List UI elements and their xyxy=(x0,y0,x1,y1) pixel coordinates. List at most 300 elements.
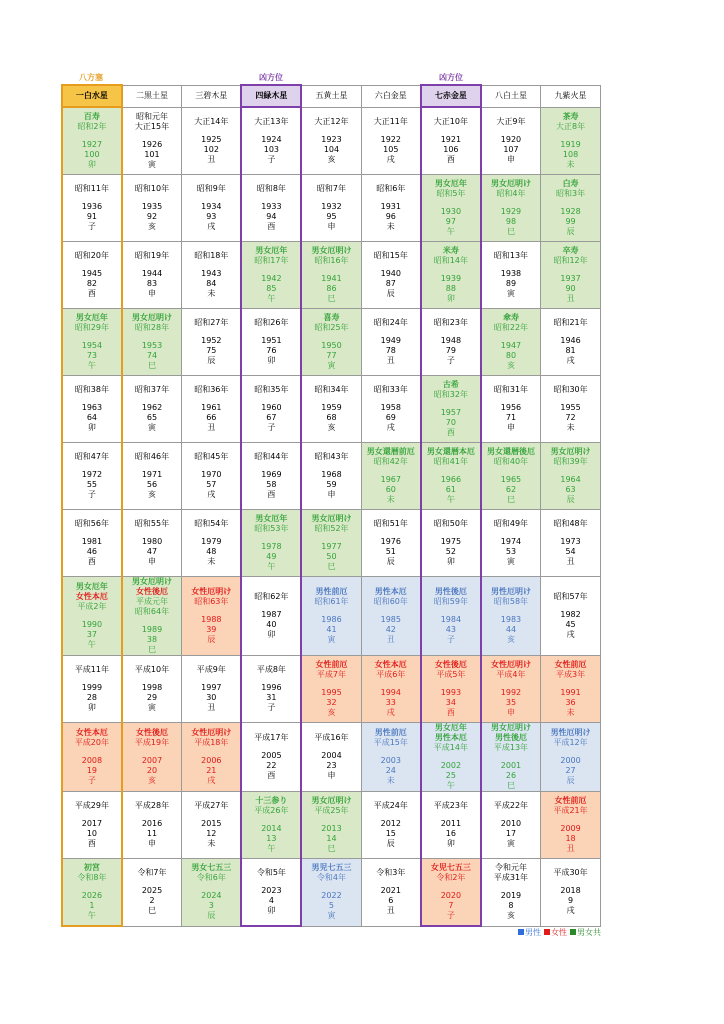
zodiac-sign: 子 xyxy=(87,490,96,499)
table-row xyxy=(62,175,601,242)
star-header-row xyxy=(62,85,601,107)
age-value: 72 xyxy=(565,413,576,422)
age-value: 38 xyxy=(146,635,158,644)
zodiac-sign: 未 xyxy=(566,159,575,169)
western-year: 1988 xyxy=(201,615,222,624)
zodiac-sign: 丑 xyxy=(207,154,216,164)
western-year: 2015 xyxy=(201,819,222,828)
zodiac-sign: 未 xyxy=(386,495,395,504)
age-value: 69 xyxy=(385,413,396,422)
year-cell xyxy=(122,656,182,723)
year-cell xyxy=(421,859,481,927)
event-label: 男女厄明け xyxy=(311,796,352,805)
western-year: 1990 xyxy=(81,620,103,629)
western-year: 1966 xyxy=(440,475,462,484)
age-value: 28 xyxy=(86,693,97,702)
age-value: 14 xyxy=(326,834,337,843)
year-cell xyxy=(241,443,301,510)
western-year: 1946 xyxy=(560,336,581,345)
age-value: 80 xyxy=(505,351,517,360)
zodiac-sign: 午 xyxy=(446,781,455,790)
direction-label: 凶方位 xyxy=(439,73,463,82)
year-cell xyxy=(62,859,122,927)
western-year: 2017 xyxy=(81,819,103,828)
event-label: 米寿 xyxy=(442,246,459,255)
western-year: 1981 xyxy=(81,537,103,546)
era-year: 昭和8年 xyxy=(256,184,286,193)
age-value: 55 xyxy=(86,480,97,489)
age-value: 75 xyxy=(206,346,217,355)
zodiac-sign: 酉 xyxy=(446,428,455,437)
age-value: 1 xyxy=(89,901,95,910)
event-label: 男女厄年 xyxy=(255,514,288,523)
star-header: 二黒土星 xyxy=(122,85,182,107)
western-year: 1963 xyxy=(81,403,103,412)
year-cell xyxy=(301,107,361,175)
zodiac-sign: 辰 xyxy=(566,495,575,504)
zodiac-sign: 巳 xyxy=(147,645,156,654)
western-year: 1973 xyxy=(560,537,581,546)
zodiac-sign: 戌 xyxy=(566,630,575,639)
zodiac-sign: 午 xyxy=(267,844,276,853)
zodiac-sign: 丑 xyxy=(566,294,575,303)
age-value: 56 xyxy=(146,480,158,489)
western-year: 1999 xyxy=(81,683,103,692)
year-cell xyxy=(122,859,182,927)
zodiac-sign: 辰 xyxy=(386,839,395,848)
zodiac-sign: 巳 xyxy=(147,906,156,916)
zodiac-sign: 戌 xyxy=(207,490,216,499)
age-value: 105 xyxy=(383,144,399,154)
year-cell xyxy=(301,577,361,656)
era-year: 平成12年 xyxy=(553,738,588,747)
era-year: 令和6年 xyxy=(196,873,226,883)
era-year: 平成22年 xyxy=(493,801,529,810)
age-value: 79 xyxy=(445,346,456,355)
year-cell xyxy=(182,723,242,792)
western-year: 1978 xyxy=(261,542,282,551)
year-cell xyxy=(421,577,481,656)
western-year: 2011 xyxy=(440,819,462,828)
event-label: 男性後厄 xyxy=(434,587,467,596)
event-label: 喜寿 xyxy=(323,313,340,322)
star-header: 一白水星 xyxy=(62,85,122,107)
age-value: 74 xyxy=(146,351,158,360)
year-cell xyxy=(62,510,122,577)
year-cell xyxy=(62,443,122,510)
zodiac-sign: 未 xyxy=(386,776,395,785)
year-cell xyxy=(361,175,421,242)
year-cell xyxy=(421,792,481,859)
era-year: 昭和17年 xyxy=(254,256,289,265)
era-year: 昭和42年 xyxy=(373,457,408,466)
year-cell xyxy=(421,107,481,175)
western-year: 2006 xyxy=(201,756,222,765)
year-cell xyxy=(301,723,361,792)
age-value: 45 xyxy=(565,620,576,629)
zodiac-sign: 亥 xyxy=(506,635,515,644)
age-value: 31 xyxy=(266,693,277,702)
era-year: 大正9年 xyxy=(496,116,526,126)
year-cell xyxy=(62,107,122,175)
era-year: 令和3年 xyxy=(376,868,406,878)
event-label: 男女還暦後厄 xyxy=(486,447,535,456)
western-year: 1969 xyxy=(261,470,282,479)
era-year: 昭和4年 xyxy=(496,189,526,198)
western-year: 1926 xyxy=(141,139,163,149)
year-cell xyxy=(241,577,301,656)
era-year: 昭和12年 xyxy=(553,256,588,265)
year-cell xyxy=(182,510,242,577)
event-label: 男性本厄 xyxy=(434,733,467,742)
year-cell xyxy=(541,376,601,443)
age-value: 85 xyxy=(266,284,277,293)
western-year: 1920 xyxy=(500,134,522,144)
year-cell xyxy=(541,656,601,723)
year-cell xyxy=(541,577,601,656)
western-year: 2005 xyxy=(261,751,282,760)
era-year: 昭和31年 xyxy=(493,385,529,394)
era-year: 令和5年 xyxy=(256,868,286,877)
age-value: 76 xyxy=(266,346,277,355)
year-cell xyxy=(481,376,541,443)
era-year: 平成2年 xyxy=(77,602,107,611)
star-header: 六白金星 xyxy=(361,85,421,107)
era-year: 平成18年 xyxy=(194,738,229,747)
event-label: 男女厄年 xyxy=(75,582,108,591)
event-label: 卒寿 xyxy=(562,246,579,255)
era-year: 大正14年 xyxy=(194,116,229,126)
age-value: 104 xyxy=(323,144,340,154)
era-year: 昭和45年 xyxy=(194,452,229,461)
western-year: 1927 xyxy=(81,140,103,149)
age-value: 37 xyxy=(86,630,97,639)
western-year: 1987 xyxy=(261,610,282,619)
era-year: 昭和60年 xyxy=(373,597,408,606)
age-value: 40 xyxy=(266,620,277,629)
event-label: 男性厄明け xyxy=(550,728,591,737)
year-cell xyxy=(361,443,421,510)
age-value: 8 xyxy=(508,901,514,911)
age-value: 22 xyxy=(266,761,277,770)
age-value: 52 xyxy=(445,547,456,556)
era-year: 平成21年 xyxy=(553,806,588,815)
event-label: 女性厄明け xyxy=(191,728,232,737)
year-cell xyxy=(421,175,481,242)
age-value: 93 xyxy=(206,212,217,221)
event-label: 男女厄明け xyxy=(550,447,591,456)
age-value: 33 xyxy=(385,698,396,707)
legend-swatch xyxy=(544,929,550,935)
year-cell xyxy=(361,859,421,927)
age-value: 48 xyxy=(206,547,217,556)
western-year: 1936 xyxy=(81,202,103,211)
zodiac-sign: 子 xyxy=(87,776,96,785)
year-cell xyxy=(62,242,122,309)
era-year: 平成24年 xyxy=(373,801,408,810)
western-year: 1993 xyxy=(440,688,462,697)
era-year: 平成9年 xyxy=(196,665,226,674)
zodiac-sign: 寅 xyxy=(506,839,515,848)
zodiac-sign: 辰 xyxy=(566,776,575,785)
western-year: 2021 xyxy=(380,886,401,896)
year-cell xyxy=(361,792,421,859)
western-year: 1958 xyxy=(380,403,401,412)
age-value: 67 xyxy=(266,413,277,422)
zodiac-sign: 未 xyxy=(207,557,216,566)
year-cell xyxy=(421,309,481,376)
era-year: 平成31年 xyxy=(493,873,529,883)
year-cell xyxy=(62,792,122,859)
era-year: 昭和50年 xyxy=(433,519,468,528)
year-cell xyxy=(122,443,182,510)
year-cell xyxy=(122,792,182,859)
event-label: 男性本厄 xyxy=(374,587,407,596)
year-cell xyxy=(361,376,421,443)
era-year: 昭和5年 xyxy=(436,189,466,198)
year-cell xyxy=(481,792,541,859)
western-year: 1979 xyxy=(201,537,222,546)
age-value: 68 xyxy=(326,413,337,422)
age-value: 91 xyxy=(86,212,97,221)
year-cell xyxy=(481,723,541,792)
event-label: 男女厄明け xyxy=(490,179,531,188)
zodiac-sign: 亥 xyxy=(147,490,156,499)
star-header: 七赤金星 xyxy=(421,85,481,107)
western-year: 1961 xyxy=(201,403,222,412)
event-label: 女性後厄 xyxy=(135,587,168,596)
western-year: 1970 xyxy=(201,470,222,479)
event-label: 十三参り xyxy=(255,796,288,805)
era-year: 令和8年 xyxy=(77,873,107,882)
zodiac-sign: 亥 xyxy=(506,911,515,921)
era-year: 昭和元年 xyxy=(135,111,168,121)
event-label: 女性本厄 xyxy=(374,660,407,669)
table-row xyxy=(62,376,601,443)
zodiac-sign: 子 xyxy=(87,222,96,231)
year-cell xyxy=(481,859,541,927)
event-label: 女児七五三 xyxy=(430,863,471,872)
age-value: 4 xyxy=(268,896,274,905)
year-cell xyxy=(301,859,361,927)
era-year: 令和7年 xyxy=(137,868,167,878)
zodiac-sign: 未 xyxy=(207,289,216,298)
western-year: 1945 xyxy=(81,269,103,278)
western-year: 1997 xyxy=(201,683,222,692)
era-year: 昭和41年 xyxy=(433,457,468,466)
table-row xyxy=(62,510,601,577)
era-year: 平成5年 xyxy=(436,670,466,679)
era-year: 昭和58年 xyxy=(493,597,529,606)
age-value: 61 xyxy=(445,485,456,494)
year-cell xyxy=(182,242,242,309)
age-value: 50 xyxy=(326,552,337,561)
yakudoshi-chart xyxy=(61,72,601,941)
event-label: 男女厄明け xyxy=(490,723,531,732)
year-cell xyxy=(62,175,122,242)
year-cell xyxy=(421,376,481,443)
era-year: 昭和43年 xyxy=(314,452,349,461)
era-year: 平成25年 xyxy=(314,806,349,815)
western-year: 1952 xyxy=(201,336,222,345)
age-value: 32 xyxy=(326,698,337,707)
western-year: 2000 xyxy=(560,756,581,765)
event-label: 女性本厄 xyxy=(75,592,108,601)
year-cell xyxy=(301,510,361,577)
western-year: 2025 xyxy=(141,886,163,896)
zodiac-sign: 丑 xyxy=(386,356,395,365)
zodiac-sign: 子 xyxy=(267,423,276,432)
zodiac-sign: 亥 xyxy=(327,423,336,432)
zodiac-sign: 寅 xyxy=(147,159,156,169)
age-value: 35 xyxy=(505,698,517,707)
year-cell xyxy=(122,175,182,242)
western-year: 2026 xyxy=(81,891,103,900)
age-value: 103 xyxy=(263,145,280,154)
event-label: 男女厄明け xyxy=(131,577,172,586)
year-cell xyxy=(122,723,182,792)
event-label: 傘寿 xyxy=(502,313,519,322)
western-year: 1986 xyxy=(321,615,342,624)
age-value: 49 xyxy=(266,552,277,561)
zodiac-sign: 亥 xyxy=(327,708,336,717)
zodiac-sign: 卯 xyxy=(446,839,455,848)
year-cell xyxy=(361,656,421,723)
western-year: 1992 xyxy=(500,688,522,697)
year-cell xyxy=(481,656,541,723)
era-year: 昭和40年 xyxy=(493,457,529,466)
western-year: 1941 xyxy=(321,274,342,283)
era-year: 昭和11年 xyxy=(74,184,109,193)
era-year: 昭和18年 xyxy=(194,251,229,260)
western-year: 2007 xyxy=(141,756,163,765)
event-label: 男女厄年 xyxy=(434,723,467,732)
era-year: 昭和59年 xyxy=(433,597,468,606)
zodiac-sign: 丑 xyxy=(386,906,395,916)
western-year: 1931 xyxy=(380,202,401,211)
star-header: 三碧木星 xyxy=(182,85,242,107)
legend-swatch xyxy=(518,929,524,935)
zodiac-sign: 午 xyxy=(267,562,276,571)
star-header: 四緑木星 xyxy=(241,85,301,107)
zodiac-sign: 酉 xyxy=(87,557,96,566)
age-value: 99 xyxy=(565,217,576,226)
star-header: 五黄土星 xyxy=(301,85,361,107)
western-year: 1956 xyxy=(500,403,522,412)
year-cell xyxy=(421,242,481,309)
star-header: 八白土星 xyxy=(481,85,541,107)
age-value: 15 xyxy=(385,829,396,838)
year-cell xyxy=(421,510,481,577)
era-year: 昭和36年 xyxy=(194,385,229,394)
western-year: 2024 xyxy=(201,891,222,901)
zodiac-sign: 酉 xyxy=(87,289,96,298)
event-label: 女性厄明け xyxy=(191,587,232,596)
age-value: 100 xyxy=(84,150,100,159)
event-label: 百寿 xyxy=(83,112,100,121)
event-label: 男女厄明け xyxy=(311,514,352,523)
year-cell xyxy=(122,376,182,443)
zodiac-sign: 戌 xyxy=(386,423,395,432)
western-year: 1971 xyxy=(141,470,163,479)
western-year: 1938 xyxy=(500,269,522,278)
era-year: 平成4年 xyxy=(496,670,526,679)
western-year: 1930 xyxy=(440,207,462,216)
zodiac-sign: 卯 xyxy=(446,294,455,303)
era-year: 昭和55年 xyxy=(134,519,170,528)
year-cell xyxy=(481,175,541,242)
era-year: 昭和56年 xyxy=(74,519,109,528)
age-value: 62 xyxy=(505,485,517,494)
age-value: 11 xyxy=(146,829,158,838)
western-year: 1980 xyxy=(141,537,163,546)
zodiac-sign: 卯 xyxy=(87,160,96,169)
age-value: 98 xyxy=(505,217,517,226)
western-year: 1967 xyxy=(380,475,401,484)
event-label: 男性前厄 xyxy=(374,728,407,737)
event-label: 女性本厄 xyxy=(75,728,108,737)
era-year: 昭和20年 xyxy=(74,251,109,260)
zodiac-sign: 子 xyxy=(267,155,276,164)
event-label: 男女七五三 xyxy=(191,863,232,873)
zodiac-sign: 亥 xyxy=(506,361,515,370)
western-year: 1953 xyxy=(141,341,163,350)
zodiac-sign: 申 xyxy=(506,708,515,717)
age-value: 51 xyxy=(385,547,396,556)
age-value: 24 xyxy=(385,766,396,775)
western-year: 2003 xyxy=(380,756,401,765)
star-header: 九紫火星 xyxy=(541,85,601,107)
age-value: 106 xyxy=(443,145,459,154)
zodiac-sign: 午 xyxy=(267,294,276,303)
zodiac-sign: 丑 xyxy=(207,703,216,712)
age-value: 13 xyxy=(266,834,277,843)
era-year: 平成10年 xyxy=(134,665,170,674)
western-year: 1975 xyxy=(440,537,462,546)
year-cell xyxy=(241,859,301,927)
zodiac-sign: 寅 xyxy=(506,289,515,298)
western-year: 1921 xyxy=(440,135,462,144)
era-year: 昭和47年 xyxy=(74,452,109,461)
age-value: 81 xyxy=(565,346,576,355)
age-value: 27 xyxy=(565,766,576,775)
zodiac-sign: 酉 xyxy=(446,708,455,717)
western-year: 1962 xyxy=(141,403,163,412)
year-cell xyxy=(481,510,541,577)
western-year: 2016 xyxy=(141,819,163,828)
era-year: 平成13年 xyxy=(493,743,529,752)
age-value: 107 xyxy=(503,144,519,154)
zodiac-sign: 酉 xyxy=(267,771,276,780)
age-value: 6 xyxy=(388,896,394,906)
year-cell xyxy=(541,175,601,242)
year-cell xyxy=(182,376,242,443)
year-cell xyxy=(541,309,601,376)
age-value: 23 xyxy=(326,761,337,770)
year-cell xyxy=(481,577,541,656)
western-year: 1964 xyxy=(560,475,581,484)
western-year: 1929 xyxy=(500,207,522,216)
era-year: 平成8年 xyxy=(256,665,286,674)
western-year: 2012 xyxy=(380,819,401,828)
zodiac-sign: 巳 xyxy=(327,562,336,571)
year-cell xyxy=(241,242,301,309)
year-cell xyxy=(301,376,361,443)
age-value: 88 xyxy=(445,284,456,293)
zodiac-sign: 申 xyxy=(327,222,336,231)
year-cell xyxy=(62,309,122,376)
era-year: 昭和54年 xyxy=(194,519,229,528)
